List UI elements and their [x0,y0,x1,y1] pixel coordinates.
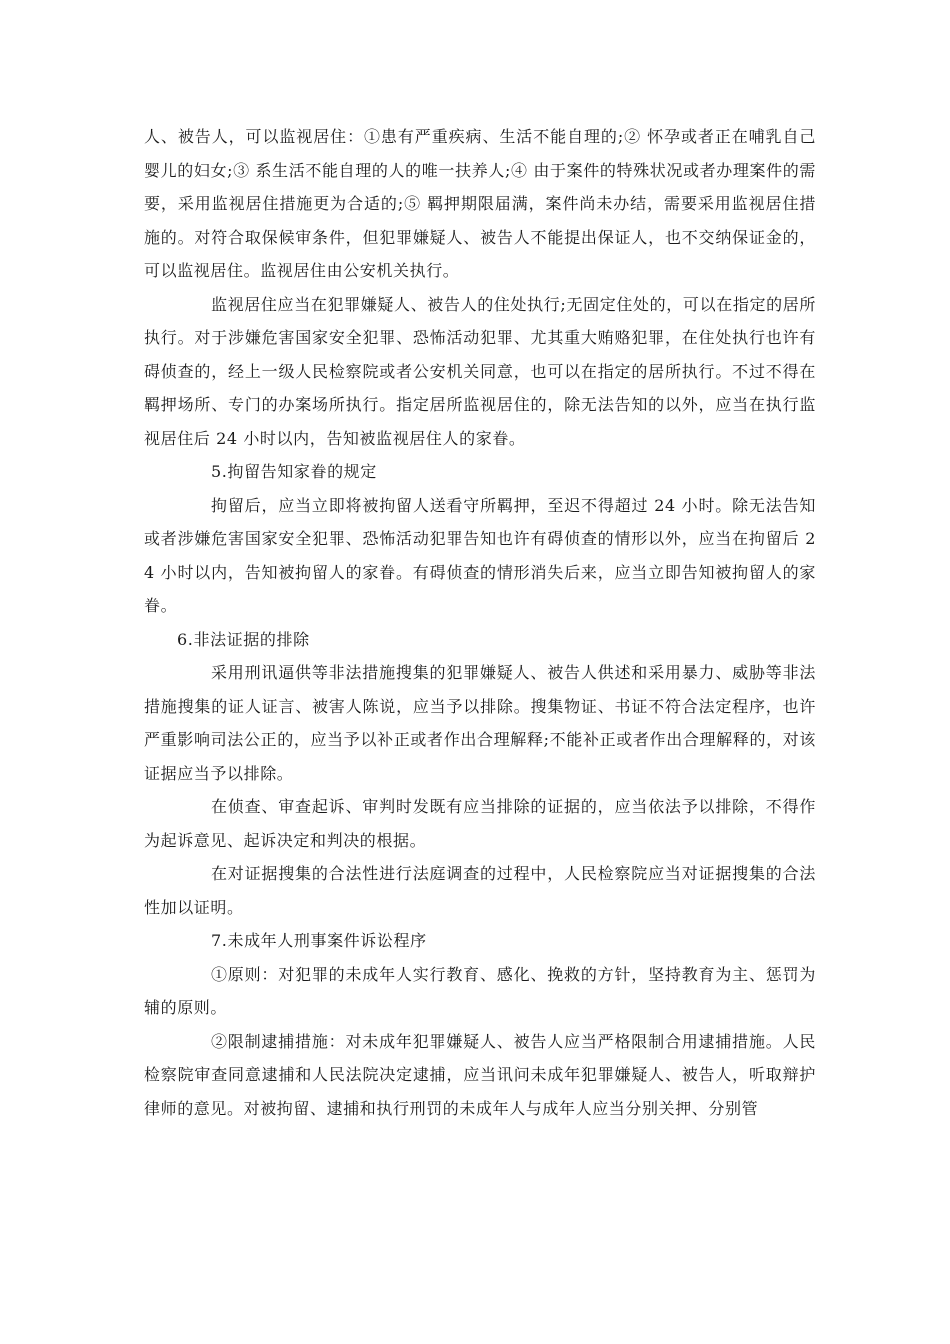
paragraph-continued: 人、被告人，可以监视居住：①患有严重疾病、生活不能自理的;② 怀孕或者正在哺乳自己婴儿的妇女;③ 系生活不能自理的人的唯一扶养人;④ 由于案件的特殊状况或者办理案件的需要，采用监视居住措施更为合适的;⑤ 羁押期限届满，案件尚未办结，需要采用监视居住措施的。对符合取保候审条件，但犯罪嫌疑人、被告人不能提出保证人，也不交纳保证金的，可以监视居住。监视居住由公安机关执行。 [144,127,816,280]
section-heading-illegal-evidence: 6.非法证据的排除 [177,629,310,649]
paragraph-juvenile-principle: ①原则：对犯罪的未成年人实行教育、感化、挽救的方针，坚持教育为主、惩罚为辅的原则。 [144,964,816,1017]
paragraph-juvenile-arrest-limits: ②限制逮捕措施：对未成年犯罪嫌疑人、被告人应当严格限制合用逮捕措施。人民检察院审查同意逮捕和人民法院决定逮捕，应当讯问未成年犯罪嫌疑人、被告人，听取辩护律师的意见。对被拘留、逮捕和执行刑罚的未成年人与成年人应当分别关押、分别管 [144,1031,816,1118]
section-heading-detention-notice: 5.拘留告知家眷的规定 [211,462,377,481]
paragraph-detention-notice: 拘留后，应当立即将被拘留人送看守所羁押，至迟不得超过 24 小时。除无法告知或者涉嫌危害国家安全犯罪、恐怖活动犯罪告知也许有碍侦查的情形以外，应当在拘留后 24 小时以内，告知被拘留人的家眷。有碍侦查的情形消失后来，应当立即告知被拘留人的家眷。 [144,495,816,615]
document-body [144,120,816,1125]
paragraph-illegal-evidence-exclusion: 采用刑讯逼供等非法措施搜集的犯罪嫌疑人、被告人供述和采用暴力、威胁等非法措施搜集的证人证言、被害人陈说，应当予以排除。搜集物证、书证不符合法定程序，也许严重影响司法公正的，应当予以补正或者作出合理解释;不能补正或者作出合理解释的，对该证据应当予以排除。 [144,663,816,783]
paragraph-evidence-legality-proof: 在对证据搜集的合法性进行法庭调查的过程中，人民检察院应当对证据搜集的合法性加以证明。 [144,864,816,917]
paragraph-residence-surveillance-location: 监视居住应当在犯罪嫌疑人、被告人的住处执行;无固定住处的，可以在指定的居所执行。对于涉嫌危害国家安全犯罪、恐怖活动犯罪、尤其重大贿赂犯罪，在住处执行也许有碍侦查的，经上一级人民检察院或者公安机关同意，也可以在指定的居所执行。不过不得在羁押场所、专门的办案场所执行。指定居所监视居住的，除无法告知的以外，应当在执行监视居住后 24 小时以内，告知被监视居住人的家眷。 [144,294,816,448]
paragraph-evidence-exclusion-stages: 在侦查、审查起诉、审判时发既有应当排除的证据的，应当依法予以排除，不得作为起诉意见、起诉决定和判决的根据。 [144,797,816,850]
section-heading-juvenile-procedure: 7.未成年人刑事案件诉讼程序 [211,931,427,950]
